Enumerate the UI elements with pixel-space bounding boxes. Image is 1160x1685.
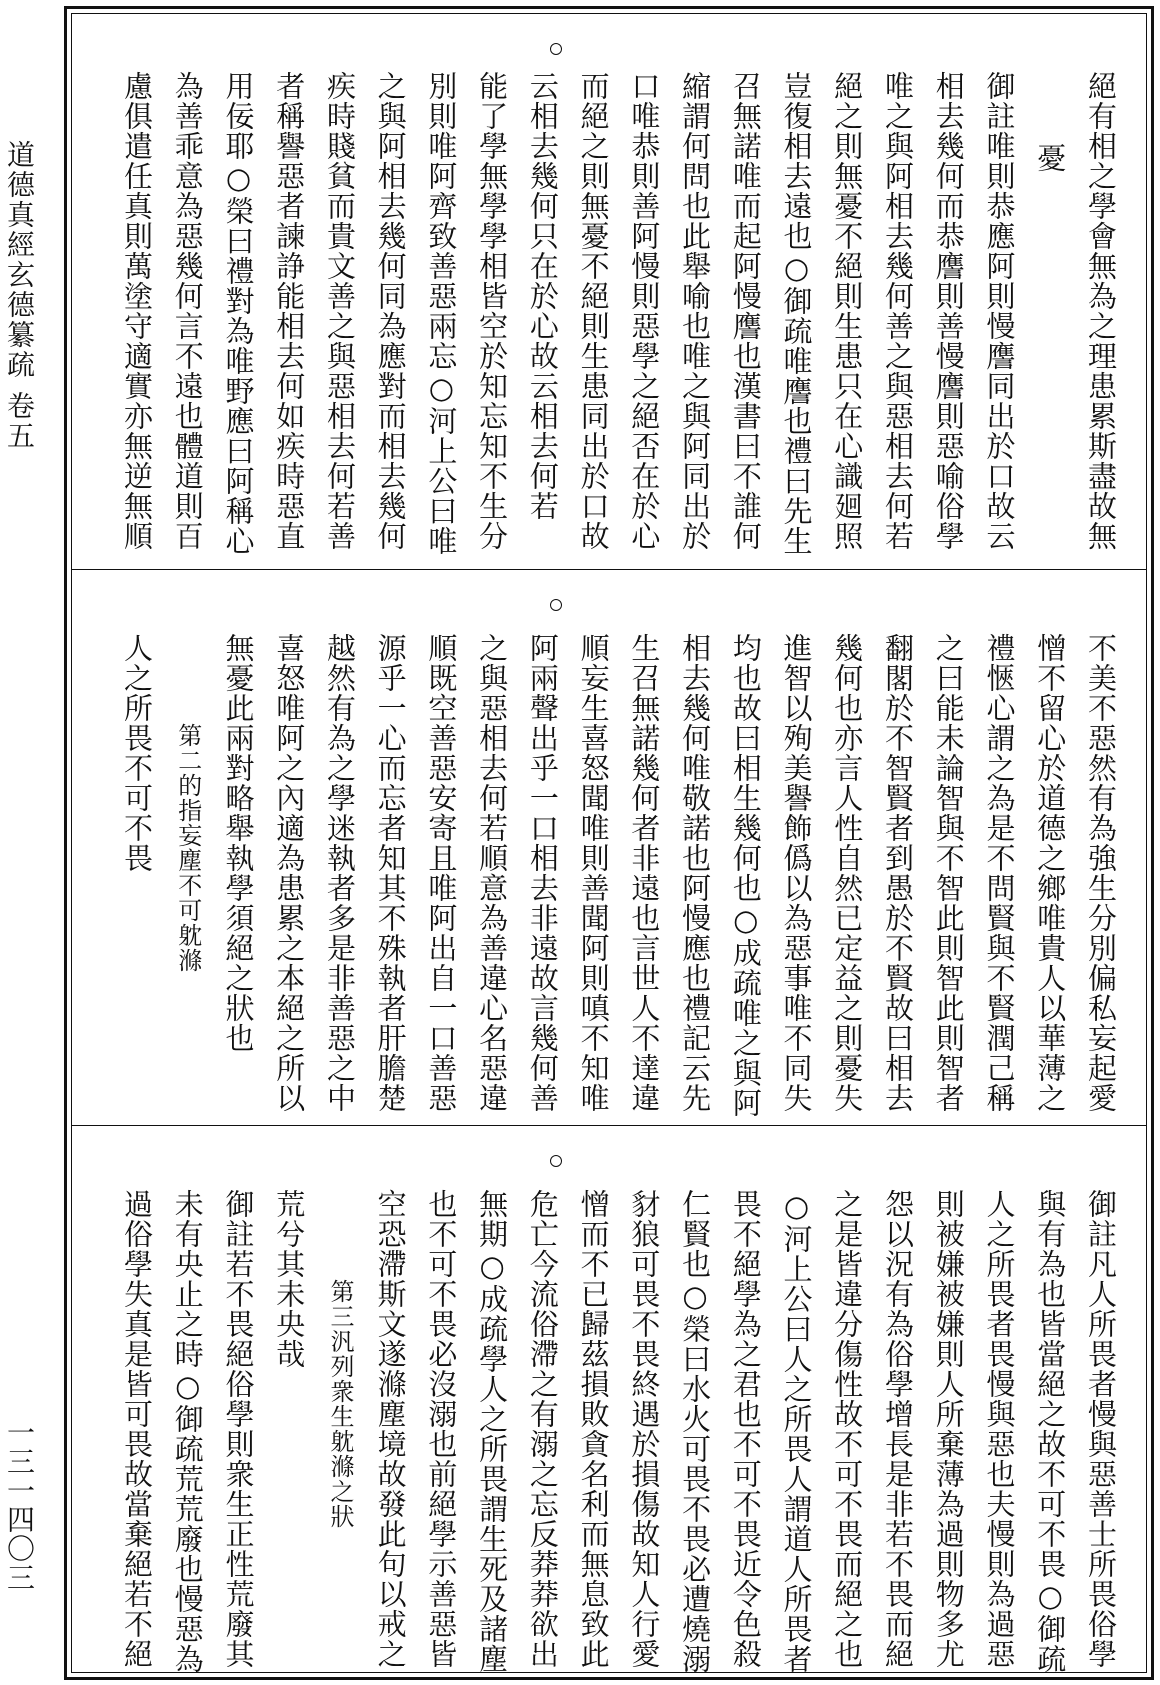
text-column: 御註凡人所畏者慢與惡善士所畏俗學 bbox=[1083, 1189, 1118, 1669]
text-column: 喜怒唯阿之內適為患累之本絕之所以 bbox=[272, 633, 307, 1113]
text-column: 翻閣於不智賢者到愚於不賢故曰相去 bbox=[881, 633, 916, 1113]
circle-marker bbox=[550, 599, 562, 611]
text-column: 生召無諾幾何者非遠也言世人不達違 bbox=[627, 633, 662, 1113]
text-column: 之曰能未論智與不智此則智此則智者 bbox=[931, 633, 966, 1113]
text-column: 豈復相去遠也○御疏唯譍也禮曰先生 bbox=[779, 71, 814, 556]
text-column: 御註唯則恭應阿則慢譍同出於口故云 bbox=[982, 71, 1017, 551]
section-heading: 第三汎列衆生躭滌之狀 bbox=[325, 1279, 354, 1529]
text-column: 絕之則無憂不絕則生患只在心識廻照 bbox=[830, 71, 865, 551]
section-heading: 第二的指妄塵不可躭滌 bbox=[173, 723, 202, 973]
text-column: 也不可不畏必沒溺也前絕學示善惡皆 bbox=[424, 1189, 459, 1669]
text-column: 過俗學失真是皆可畏故當棄絕若不絕 bbox=[120, 1189, 154, 1669]
text-column: 別則唯阿齊致善惡兩忘○河上公曰唯 bbox=[424, 71, 459, 556]
text-column: 進智以殉美譽飾僞以為惡事唯不同失 bbox=[779, 633, 814, 1113]
text-column: 用佞耶○榮曰禮對為唯野應曰阿稱心 bbox=[221, 71, 256, 556]
text-column: 則被嫌被嫌則人所棄薄為過則物多尤 bbox=[931, 1189, 966, 1669]
text-column: 相去幾何而恭譍則善慢譍則惡喻俗學 bbox=[931, 71, 966, 551]
text-column: 畏不絕學為之君也不可不畏近令色殺 bbox=[728, 1189, 763, 1669]
panel-3 bbox=[67, 1127, 1151, 1683]
text-column: 越然有為之學迷執者多是非善惡之中 bbox=[322, 633, 357, 1113]
text-column: 慮俱遣任真則萬塗守適實亦無逆無順 bbox=[120, 71, 154, 551]
text-column: 源乎一心而忘者知其不殊執者肝膽楚 bbox=[373, 633, 408, 1113]
text-column: 唯之與阿相去幾何善之與惡相去何若 bbox=[881, 71, 916, 551]
text-column: 憎而不已歸茲損敗貪名利而無息致此 bbox=[576, 1189, 611, 1669]
text-column: 云相去幾何只在於心故云相去何若 bbox=[525, 71, 560, 521]
text-column: 之是皆違分傷性故不可不畏而絕之也 bbox=[830, 1189, 865, 1669]
text-column: 無憂此兩對略舉執學須絕之狀也 bbox=[221, 633, 256, 1053]
text-column: 未有央止之時○御疏荒荒廢也慢惡為 bbox=[170, 1189, 205, 1674]
text-column: 為善乖意為惡幾何言不遠也體道則百 bbox=[170, 71, 205, 551]
text-column: 相去幾何唯敬諾也阿慢應也禮記云先 bbox=[678, 633, 713, 1113]
text-column: 憎不留心於道德之鄉唯貴人以華薄之 bbox=[1033, 633, 1068, 1113]
text-column: 疾時賤貧而貴文善之與惡相去何若善 bbox=[322, 71, 357, 551]
text-column: 危亡今流俗滯之有溺之忘反莽莽欲出 bbox=[525, 1189, 560, 1669]
text-column: 縮謂何問也此舉喻也唯之與阿同出於 bbox=[678, 71, 713, 551]
text-column: 豺狼可畏不畏終遇於損傷故知人行愛 bbox=[627, 1189, 662, 1669]
panel-divider bbox=[71, 1125, 1147, 1126]
panel-2 bbox=[67, 571, 1151, 1127]
text-column: 而絕之則無憂不絕則生患同出於口故 bbox=[576, 71, 611, 551]
text-column: 人之所畏不可不畏 bbox=[120, 633, 154, 873]
text-column: 無期○成疏學人之所畏謂生死及諸塵 bbox=[475, 1189, 510, 1674]
text-column: 荒兮其未央哉 bbox=[272, 1189, 307, 1369]
book-title-margin: 道德真經玄德纂疏 卷五 bbox=[3, 140, 36, 451]
text-column: 均也故曰相生幾何也○成疏唯之與阿 bbox=[728, 633, 763, 1118]
text-column: 順妄生喜怒聞唯則善聞阿則嗔不知唯 bbox=[576, 633, 611, 1113]
text-column: ○河上公曰人之所畏人謂道人所畏者 bbox=[779, 1189, 814, 1674]
text-column: 御註若不畏絕俗學則衆生正性荒廢其 bbox=[221, 1189, 256, 1669]
panel-1-text bbox=[117, 71, 1121, 555]
text-column: 與有為也皆當絕之故不可不畏○御疏 bbox=[1033, 1189, 1068, 1674]
text-column: 者稱譽惡者諫諍能相去何如疾時惡直 bbox=[272, 71, 307, 551]
text-column: 絕有相之學會無為之理患累斯盡故無 bbox=[1083, 71, 1118, 551]
circle-marker bbox=[550, 43, 562, 55]
text-column: 順既空善惡安寄且唯阿出自一口善惡 bbox=[424, 633, 459, 1113]
text-column: 阿兩聲出乎一口相去非遠故言幾何善 bbox=[525, 633, 560, 1113]
text-column: 禮愜心謂之為是不問賢與不賢潤己稱 bbox=[982, 633, 1017, 1113]
panel-2-text bbox=[117, 633, 1121, 1118]
panel-divider bbox=[71, 569, 1147, 570]
text-column: 怨以況有為俗學增長是非若不畏而絕 bbox=[881, 1189, 916, 1669]
text-column: 召無諾唯而起阿慢譍也漢書曰不誰何 bbox=[728, 71, 763, 551]
panel-1 bbox=[67, 9, 1151, 571]
text-column: 能了學無學學相皆空於知忘知不生分 bbox=[475, 71, 510, 551]
text-column: 仁賢也○榮曰水火可畏不畏必遭燒溺 bbox=[678, 1189, 713, 1674]
text-column: 憂 bbox=[1033, 143, 1068, 173]
text-column: 空恐滯斯文遂滌塵境故發此句以戒之 bbox=[373, 1189, 408, 1669]
circle-marker bbox=[550, 1155, 562, 1167]
page-frame bbox=[64, 6, 1154, 1680]
text-column: 之與阿相去幾何同為應對而相去幾何 bbox=[373, 71, 408, 551]
text-column: 口唯恭則善阿慢則惡學之絕否在於心 bbox=[627, 71, 662, 551]
text-column: 不美不惡然有為強生分別偏私妄起愛 bbox=[1083, 633, 1118, 1113]
text-column: 之與惡相去何若順意為善違心名惡違 bbox=[475, 633, 510, 1113]
text-column: 人之所畏者畏慢與惡也夫慢則為過惡 bbox=[982, 1189, 1017, 1669]
panel-3-text bbox=[117, 1189, 1121, 1674]
text-column: 幾何也亦言人性自然已定益之則憂失 bbox=[830, 633, 865, 1113]
page-number-margin: 一三一四〇三 bbox=[3, 1418, 36, 1592]
